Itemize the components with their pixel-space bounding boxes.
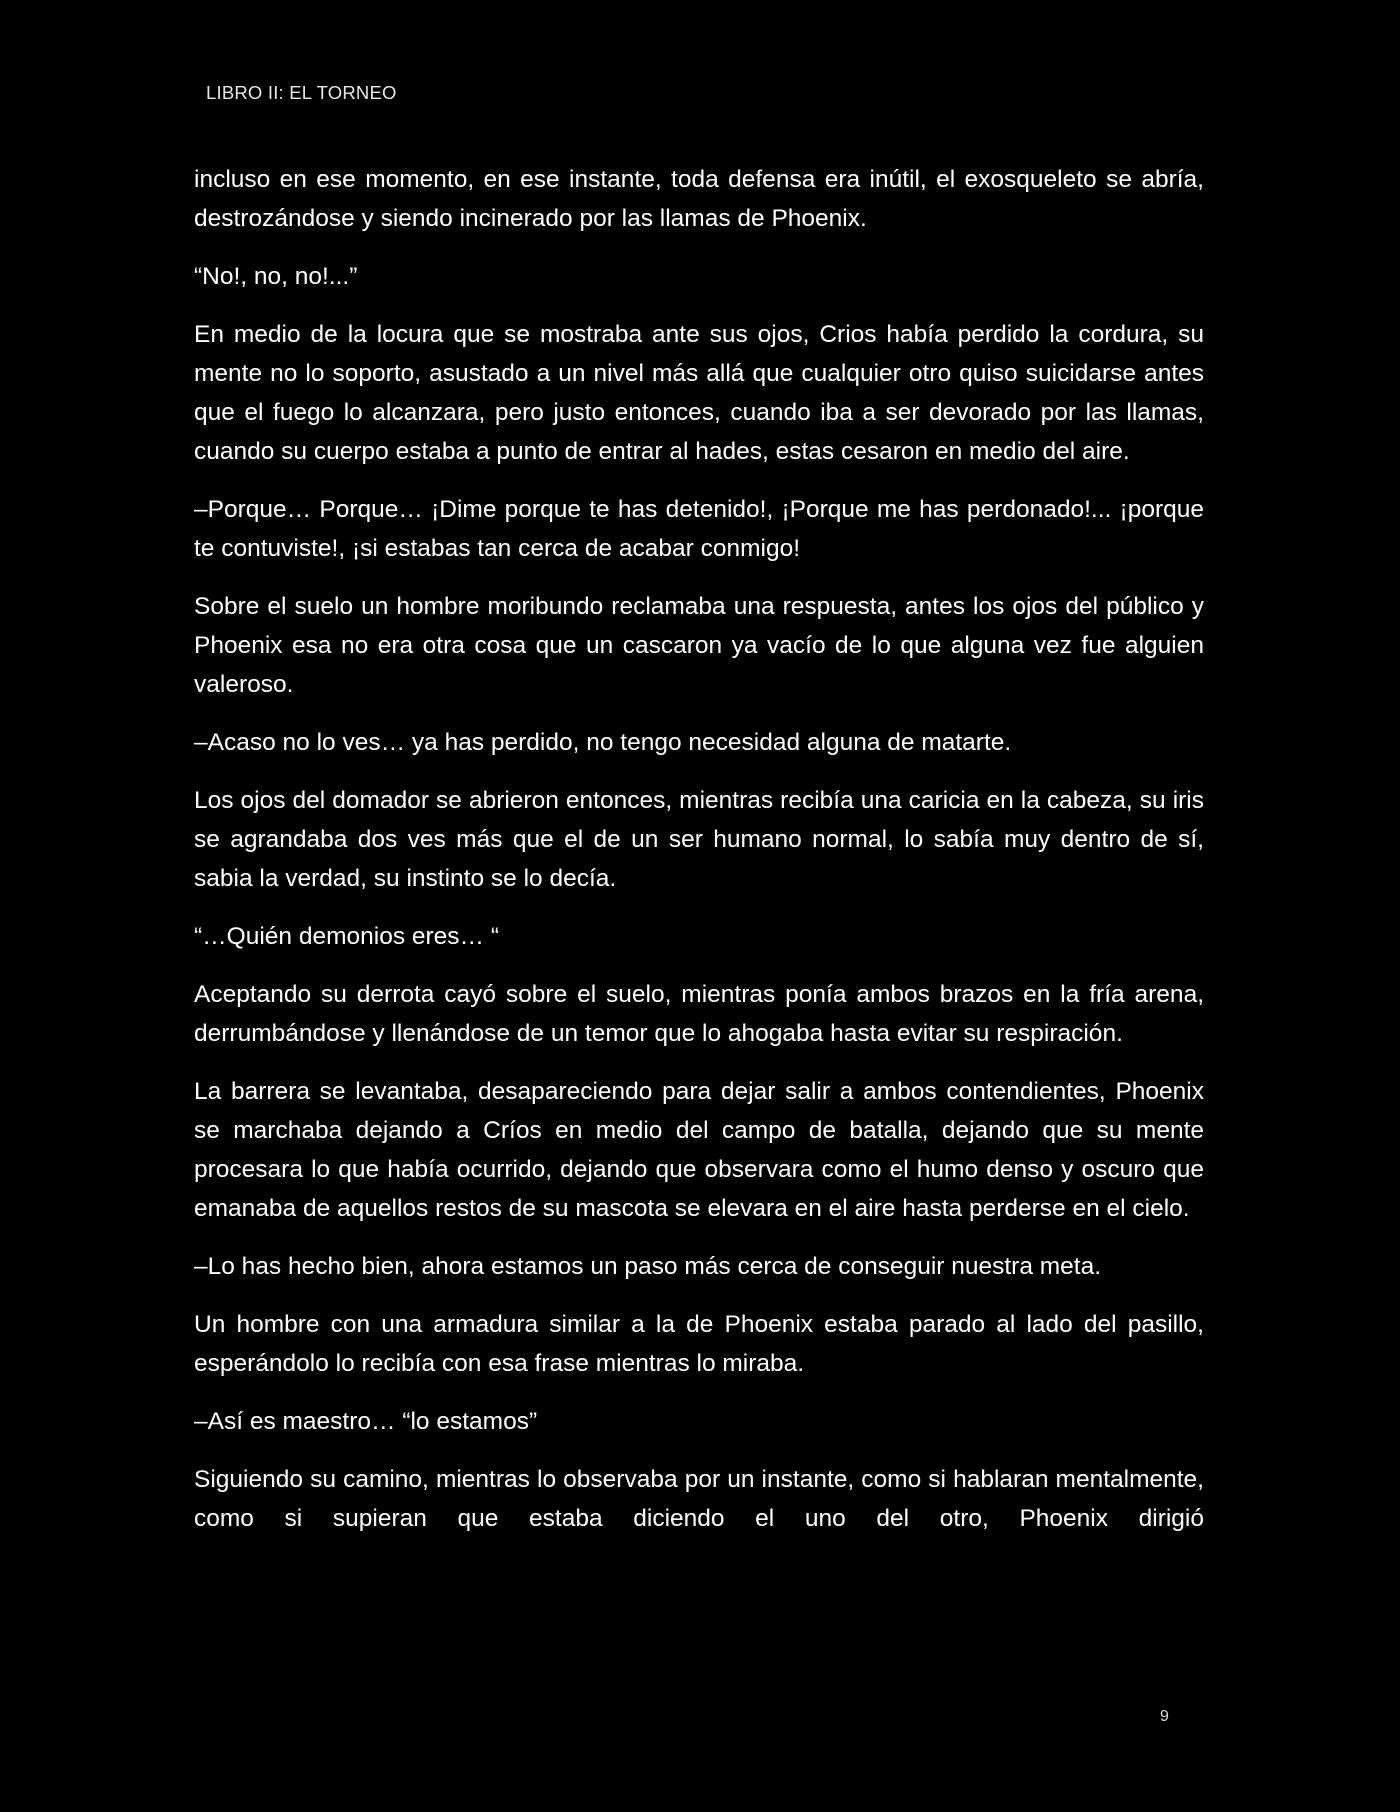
page-number: 9: [1160, 1708, 1169, 1725]
paragraph: “No!, no, no!...”: [194, 263, 358, 290]
paragraph: Siguiendo su camino, mientras lo observaba por un instante, como si hablaran mentalmente, como si supieran que estaba diciendo el uno del otro, Phoenix dirigió: [194, 1466, 1204, 1532]
paragraph: –Porque… Porque… ¡Dime porque te has detenido!, ¡Porque me has perdonado!... ¡porque te contuviste!, ¡si estabas tan cerca de acabar conmigo!: [194, 496, 1204, 562]
paragraph: Un hombre con una armadura similar a la de Phoenix estaba parado al lado del pasillo, esperándolo lo recibía con esa frase mientras lo miraba.: [194, 1311, 1204, 1377]
paragraph: –Lo has hecho bien, ahora estamos un paso más cerca de conseguir nuestra meta.: [194, 1253, 1102, 1280]
paragraph: incluso en ese momento, en ese instante, toda defensa era inútil, el exosqueleto se abría, destrozándose y siendo incinerado por las llamas de Phoenix.: [194, 166, 1204, 232]
paragraph: –Así es maestro… “lo estamos”: [194, 1408, 538, 1435]
paragraph: “…Quién demonios eres… “: [194, 923, 500, 950]
paragraph: Los ojos del domador se abrieron entonces, mientras recibía una caricia en la cabeza, su iris se agrandaba dos ves más que el de un ser humano normal, lo sabía muy dentro de sí, sabia la verdad, su instinto se lo decía.: [194, 787, 1204, 892]
running-header: LIBRO II: EL TORNEO: [206, 82, 397, 103]
paragraph: –Acaso no lo ves… ya has perdido, no tengo necesidad alguna de matarte.: [194, 729, 1012, 756]
paragraph: En medio de la locura que se mostraba ante sus ojos, Crios había perdido la cordura, su mente no lo soporto, asustado a un nivel más allá que cualquier otro quiso suicidarse antes que el fuego lo alcanzara, pero justo entonces, cuando iba a ser devorado por las llamas, cuando su cuerpo estaba a punto de entrar al hades, estas cesaron en medio del aire.: [194, 321, 1204, 465]
body-text: [194, 160, 1204, 1538]
paragraph: La barrera se levantaba, desapareciendo para dejar salir a ambos contendientes, Phoenix se marchaba dejando a Críos en medio del campo de batalla, dejando que su mente procesara lo que había ocurrido, dejando que observara como el humo denso y oscuro que emanaba de aquellos restos de su mascota se elevara en el aire hasta perderse en el cielo.: [194, 1078, 1204, 1222]
paragraph: Aceptando su derrota cayó sobre el suelo, mientras ponía ambos brazos en la fría arena, derrumbándose y llenándose de un temor que lo ahogaba hasta evitar su respiración.: [194, 981, 1204, 1047]
paragraph: Sobre el suelo un hombre moribundo reclamaba una respuesta, antes los ojos del público y Phoenix esa no era otra cosa que un cascaron ya vacío de lo que alguna vez fue alguien valeroso.: [194, 593, 1204, 698]
